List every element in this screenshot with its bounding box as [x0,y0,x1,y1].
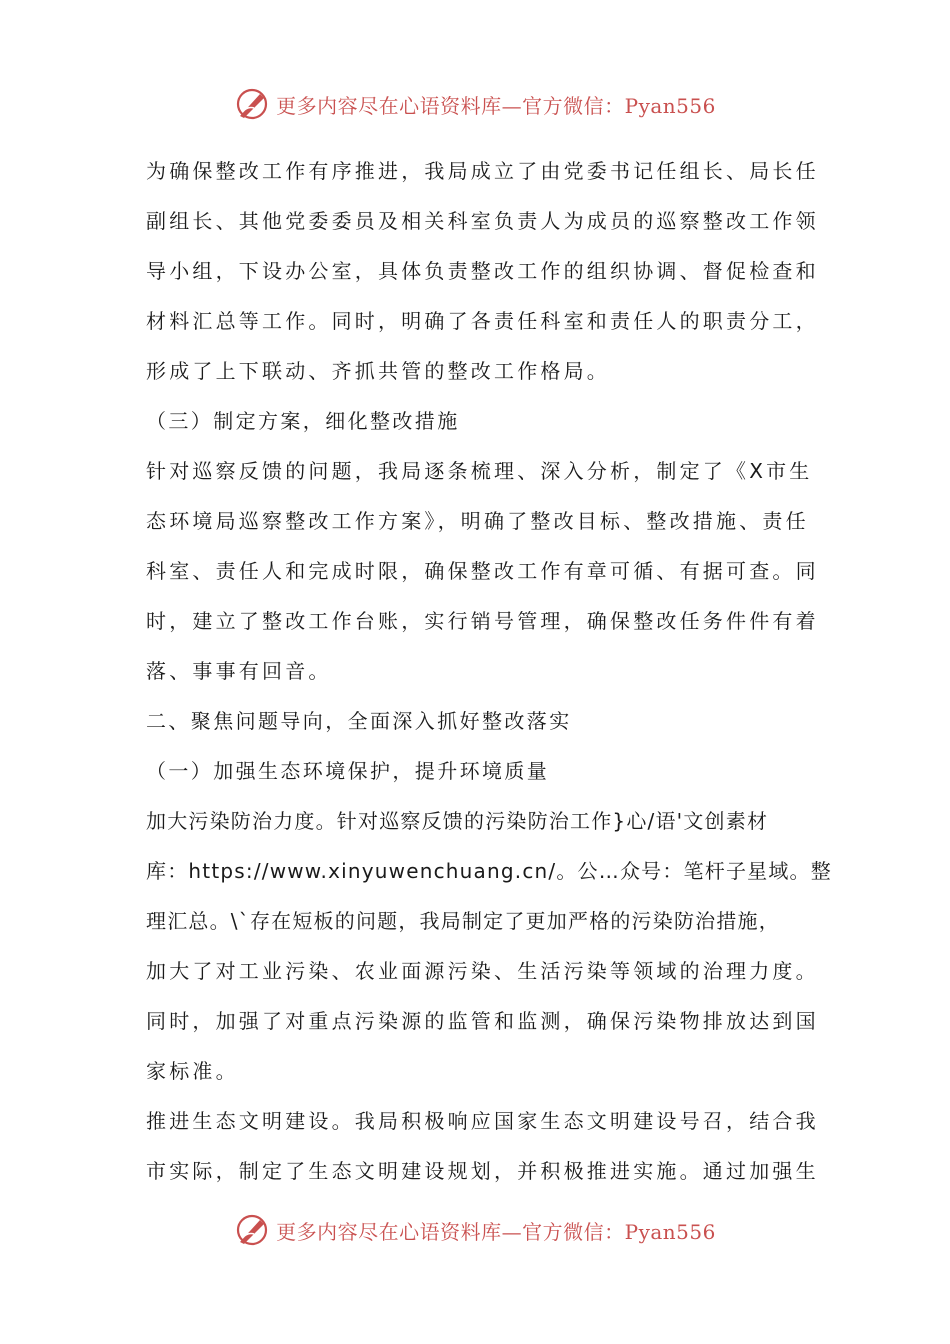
body-line: 导小组，下设办公室，具体负责整改工作的组织协调、督促检查和 [146,259,819,283]
footer-watermark [0,1210,950,1250]
body-line: 理汇总。\`存在短板的问题，我局制定了更加严格的污染防治措施， [146,909,780,933]
body-line: 形成了上下联动、齐抓共管的整改工作格局。 [146,359,610,383]
section-heading: （三）制定方案，细化整改措施 [146,409,460,433]
body-line: 针对巡察反馈的问题，我局逐条梳理、深入分析，制定了《X市生 [146,459,813,483]
body-line: 为确保整改工作有序推进，我局成立了由党委书记任组长、局长任 [146,159,819,183]
body-line: 态环境局巡察整改工作方案》，明确了整改目标、整改措施、责任 [146,509,809,533]
body-line: 材料汇总等工作。同时，明确了各责任科室和责任人的职责分工， [146,309,819,333]
pen-circle-logo-icon [234,1212,270,1248]
header-watermark [0,84,950,124]
body-line: 副组长、其他党委委员及相关科室负责人为成员的巡察整改工作领 [146,209,819,233]
body-line: 落、事事有回音。 [146,659,332,683]
document-body [146,146,832,1196]
body-line: 加大了对工业污染、农业面源污染、生活污染等领域的治理力度。 [146,959,819,983]
body-line: 加大污染防治力度。针对巡察反馈的污染防治工作}心/语'文创素材 [146,809,769,833]
body-line: 市实际，制定了生态文明建设规划，并积极推进实施。通过加强生 [146,1159,819,1183]
body-line: 同时，加强了对重点污染源的监管和监测，确保污染物排放达到国 [146,1009,819,1033]
watermark-text: 更多内容尽在心语资料库—官方微信：Pyan556 [276,1219,716,1244]
body-line: 科室、责任人和完成时限，确保整改工作有章可循、有据可查。同 [146,559,819,583]
pen-circle-logo-icon [234,86,270,122]
body-line: 时，建立了整改工作台账，实行销号管理，确保整改任务件件有着 [146,609,819,633]
body-line: 库：https://www.xinyuwenchuang.cn/。公…众号：笔杆子星域。整 [146,859,832,883]
section-heading: 二、聚焦问题导向，全面深入抓好整改落实 [146,709,572,733]
section-heading: （一）加强生态环境保护，提升环境质量 [146,759,550,783]
watermark-text: 更多内容尽在心语资料库—官方微信：Pyan556 [276,93,716,118]
body-line: 家标准。 [146,1059,239,1083]
body-line: 推进生态文明建设。我局积极响应国家生态文明建设号召，结合我 [146,1109,819,1133]
